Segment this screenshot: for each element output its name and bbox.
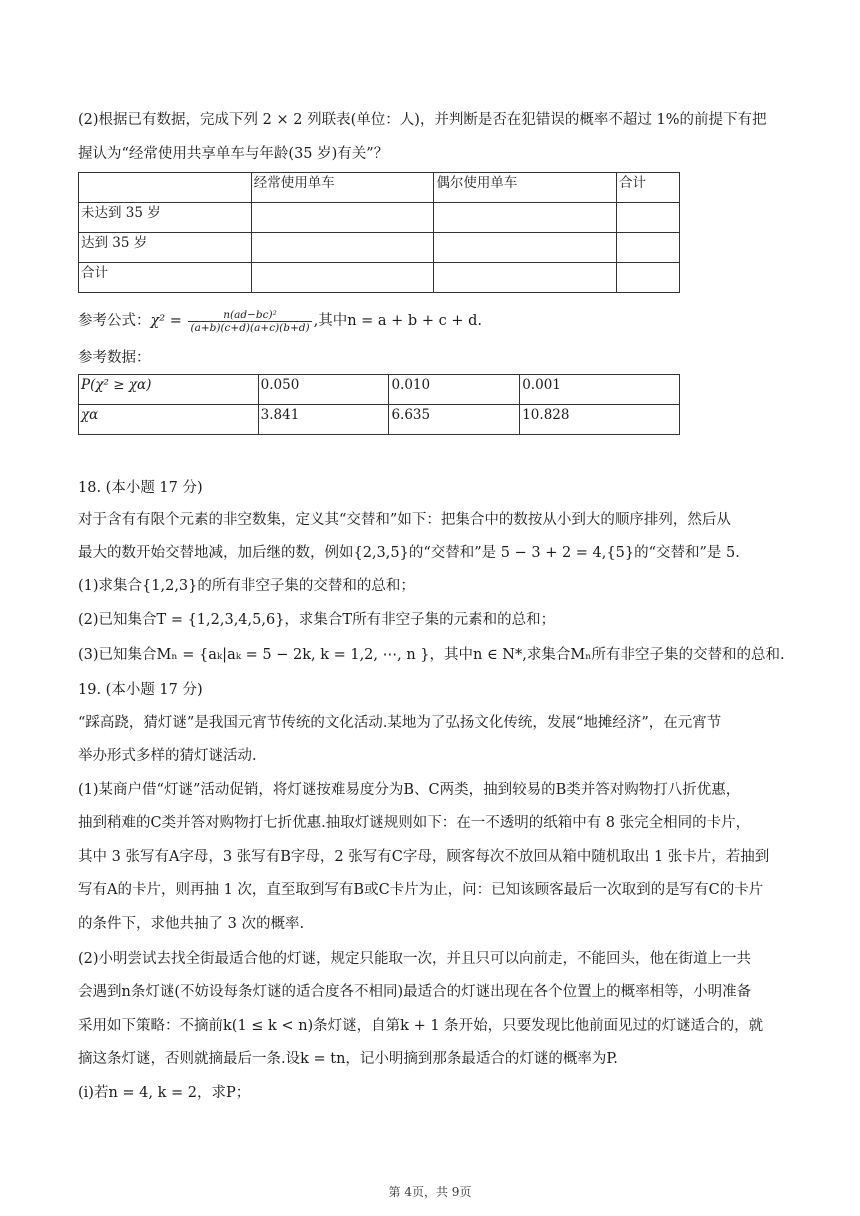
q18-line: (1)求集合{1,2,3}的所有非空子集的交替和的总和；	[78, 578, 415, 594]
table-cell: 0.050	[258, 375, 389, 405]
table-cell: 3.841	[258, 405, 389, 435]
table-cell: P(χ² ≥ χα)	[79, 375, 259, 405]
table-cell	[251, 203, 434, 233]
table-cell	[617, 203, 680, 233]
q19-line: 举办形式多样的猜灯谜活动.	[78, 748, 257, 764]
reference-data-label: 参考数据：	[78, 350, 151, 366]
table-cell: 10.828	[520, 405, 680, 435]
table-cell	[617, 233, 680, 263]
table-cell: 未达到 35 岁	[79, 203, 252, 233]
table-cell	[251, 233, 434, 263]
q19-line: 写有A的卡片，则再抽 1 次，直至取到写有B或C卡片为止，问：已知该顾客最后一次取到的是写有C的卡片	[78, 882, 764, 898]
q19-line: (2)小明尝试去找全街最适合他的灯谜，规定只能取一次，并且只可以向前走，不能回头，他在街道上一共	[78, 951, 752, 967]
formula-suffix: ,其中n = a + b + c + d.	[313, 313, 482, 329]
formula-fraction	[188, 309, 311, 334]
table-cell: 合计	[617, 173, 680, 203]
q19-line: 的条件下，求他共抽了 3 次的概率.	[78, 916, 305, 932]
question-19-title: 19. (本小题 17 分)	[78, 682, 203, 698]
table-cell: χα	[79, 405, 259, 435]
q19-line: (1)某商户借“灯谜”活动促销，将灯谜按难易度分为B、C两类，抽到较易的B类并答对购物打八折优惠，	[78, 782, 741, 798]
q18-line: 对于含有有限个元素的非空数集，定义其“交替和”如下：把集合中的数按从小到大的顺序排列，然后从	[78, 512, 731, 528]
q17-part2-line1: (2)根据已有数据，完成下列 2 × 2 列联表(单位：人)，并判断是否在犯错误的概率不超过 1%的前提下有把	[78, 112, 767, 128]
q19-line: 会遇到n条灯谜(不妨设每条灯谜的适合度各不相同)最适合的灯谜出现在各个位置上的概率相等，小明准备	[78, 984, 752, 1000]
table-cell	[434, 233, 617, 263]
reference-data-table	[78, 374, 680, 435]
table-cell: 0.010	[389, 375, 520, 405]
q17-part2-line2: 握认为“经常使用共享单车与年龄(35 岁)有关”？	[78, 146, 389, 162]
table-cell: 经常使用单车	[251, 173, 434, 203]
q19-line: “踩高跷，猜灯谜”是我国元宵节传统的文化活动.某地为了弘扬文化传统，发展“地摊经济”，在元宵节	[78, 715, 722, 731]
table-cell	[251, 263, 434, 293]
formula-prefix: 参考公式：	[78, 313, 151, 329]
q18-line: 最大的数开始交替地减，加后继的数，例如{2,3,5}的“交替和”是 5 − 3 + 2 = 4,{5}的“交替和”是 5.	[78, 545, 740, 561]
q19-line: (i)若n = 4, k = 2，求P；	[78, 1085, 251, 1101]
formula-numerator: n(ad−bc)²	[188, 309, 311, 322]
table-row	[79, 263, 680, 293]
formula-lhs: χ² =	[150, 313, 182, 329]
q19-line: 摘这条灯谜，否则就摘最后一条.设k = tn，记小明摘到那条最适合的灯谜的概率为P.	[78, 1051, 618, 1067]
page-footer: 第 4页，共 9页	[388, 1185, 472, 1199]
q18-line: (3)已知集合Mₙ = {aₖ|aₖ = 5 − 2k, k = 1,2, ⋯, n }，其中n ∈ N*,求集合Mₙ所有非空子集的交替和的总和.	[78, 647, 785, 663]
table-cell	[617, 263, 680, 293]
q19-line: 其中 3 张写有A字母，3 张写有B字母，2 张写有C字母，顾客每次不放回从箱中随机取出 1 张卡片，若抽到	[78, 849, 770, 865]
table-cell	[434, 203, 617, 233]
table-cell: 合计	[79, 263, 252, 293]
reference-formula	[78, 308, 790, 334]
table-header-row	[79, 173, 680, 203]
formula-denominator: (a+b)(c+d)(a+c)(b+d)	[190, 321, 310, 334]
table-row	[79, 233, 680, 263]
table-row	[79, 375, 680, 405]
question-18-title: 18. (本小题 17 分)	[78, 480, 203, 496]
table-cell: 6.635	[389, 405, 520, 435]
q18-line: (2)已知集合T = {1,2,3,4,5,6}，求集合T所有非空子集的元素和的总和；	[78, 612, 556, 628]
contingency-table	[78, 172, 680, 293]
table-row	[79, 405, 680, 435]
q19-line: 采用如下策略：不摘前k(1 ≤ k < n)条灯谜，自第k + 1 条开始，只要发现比他前面见过的灯谜适合的，就	[78, 1018, 764, 1034]
table-cell: 0.001	[520, 375, 680, 405]
table-cell	[79, 173, 252, 203]
table-cell: 达到 35 岁	[79, 233, 252, 263]
table-cell: 偶尔使用单车	[434, 173, 617, 203]
table-cell	[434, 263, 617, 293]
q19-line: 抽到稍难的C类并答对购物打七折优惠.抽取灯谜规则如下：在一不透明的纸箱中有 8 张完全相同的卡片，	[78, 815, 751, 831]
table-row	[79, 203, 680, 233]
